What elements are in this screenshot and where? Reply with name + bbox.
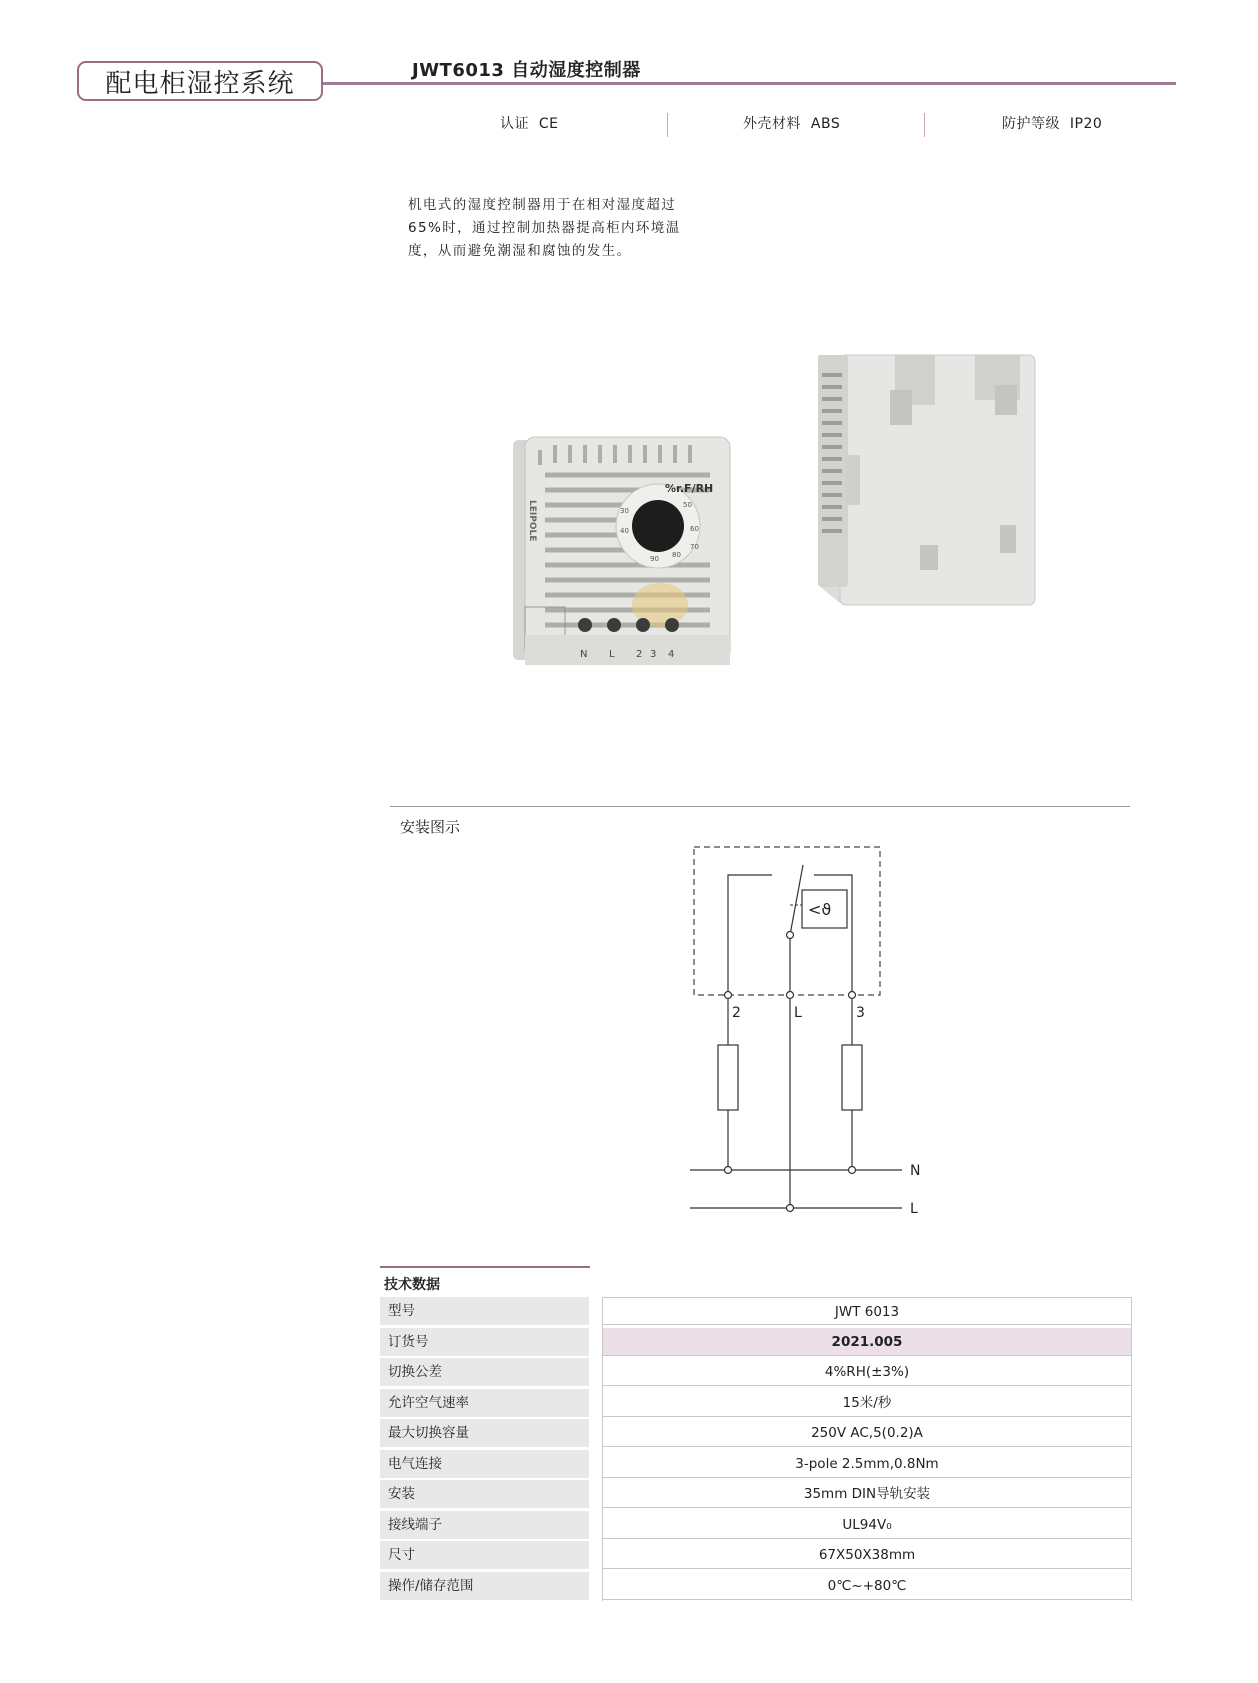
row-label: 允许空气速率 — [380, 1389, 589, 1417]
table-row — [380, 1327, 1132, 1358]
product-description — [408, 194, 708, 263]
terminal-label: L — [609, 649, 615, 660]
product-back-view — [818, 355, 1035, 605]
table-row — [380, 1357, 1132, 1388]
row-label: 型号 — [380, 1297, 589, 1325]
row-label: 操作/储存范围 — [380, 1572, 589, 1600]
section-divider — [390, 806, 1130, 807]
description-line: 度，从而避免潮湿和腐蚀的发生。 — [408, 243, 632, 259]
spec-separator — [667, 113, 668, 137]
table-row — [380, 1296, 1132, 1327]
terminal-label: 3 — [856, 1005, 865, 1021]
spec-certification-label: 认证 — [500, 116, 529, 132]
table-row — [380, 1449, 1132, 1480]
dial-mark: 60 — [690, 525, 699, 533]
terminal-label: N — [580, 649, 588, 660]
row-value: 4%RH(±3%) — [602, 1358, 1132, 1386]
spec-strip — [430, 113, 1160, 141]
dial-mark: 50 — [683, 501, 692, 509]
table-row — [380, 1479, 1132, 1510]
row-value: 35mm DIN导轨安装 — [602, 1480, 1132, 1508]
spec-material — [743, 113, 840, 133]
spec-material-value: ABS — [810, 116, 841, 132]
table-title: 技术数据 — [384, 1277, 440, 1293]
dial-mark: 30 — [620, 507, 629, 515]
row-value: 250V AC,5(0.2)A — [602, 1419, 1132, 1447]
terminal-label: L — [794, 1005, 802, 1021]
row-value: UL94V₀ — [602, 1511, 1132, 1539]
spec-protection — [1002, 113, 1102, 133]
table-row — [380, 1571, 1132, 1602]
product-photos — [500, 345, 1060, 725]
terminal-label: 4 — [668, 649, 675, 660]
row-label: 切换公差 — [380, 1358, 589, 1386]
spec-separator — [924, 113, 925, 137]
dial-mark: 80 — [672, 551, 681, 559]
product-title: JWT6013 自动湿度控制器 — [412, 60, 641, 81]
table-border — [602, 1297, 603, 1601]
description-line: 机电式的湿度控制器用于在相对湿度超过 — [408, 197, 677, 213]
row-label: 订货号 — [380, 1328, 589, 1356]
row-value: JWT 6013 — [602, 1297, 1132, 1325]
dial-label: %r.F/RH — [665, 482, 714, 495]
line-label-n: N — [910, 1163, 921, 1179]
terminal-label: 3 — [650, 649, 657, 660]
row-value: 67X50X38mm — [602, 1541, 1132, 1569]
install-title: 安装图示 — [400, 818, 461, 836]
sensor-symbol: <ϑ — [808, 900, 832, 919]
row-value: 0℃~+80℃ — [602, 1572, 1132, 1600]
row-label: 尺寸 — [380, 1541, 589, 1569]
spec-certification — [500, 113, 559, 133]
table-title-bar — [380, 1266, 590, 1268]
description-line: 65%时，通过控制加热器提高柜内环境温 — [408, 220, 681, 236]
header-rule — [320, 82, 1176, 85]
table-row — [380, 1388, 1132, 1419]
brand-logo: LEIPOLE — [527, 500, 537, 542]
table-row — [380, 1540, 1132, 1571]
row-value: 15米/秒 — [602, 1389, 1132, 1417]
product-front-view — [513, 437, 730, 665]
dial-mark: 90 — [650, 555, 659, 563]
dial-mark: 70 — [690, 543, 699, 551]
dial-mark: 40 — [620, 527, 629, 535]
row-value: 3-pole 2.5mm,0.8Nm — [602, 1450, 1132, 1478]
row-label: 最大切换容量 — [380, 1419, 589, 1447]
spec-certification-value: CE — [538, 116, 559, 132]
table-row — [380, 1510, 1132, 1541]
wiring-diagram — [680, 845, 940, 1220]
row-label: 接线端子 — [380, 1511, 589, 1539]
terminal-label: 2 — [732, 1005, 741, 1021]
row-label: 电气连接 — [380, 1450, 589, 1478]
terminal-label: 2 — [636, 649, 643, 660]
row-label: 安装 — [380, 1480, 589, 1508]
spec-protection-value: IP20 — [1069, 116, 1103, 132]
section-tab: 配电柜湿控系统 — [77, 61, 323, 101]
spec-protection-label: 防护等级 — [1002, 116, 1060, 132]
spec-table — [380, 1296, 1132, 1601]
line-label-l: L — [910, 1201, 918, 1217]
spec-material-label: 外壳材料 — [743, 116, 801, 132]
table-row — [380, 1418, 1132, 1449]
table-border — [1131, 1297, 1132, 1601]
row-value: 2021.005 — [602, 1328, 1132, 1356]
